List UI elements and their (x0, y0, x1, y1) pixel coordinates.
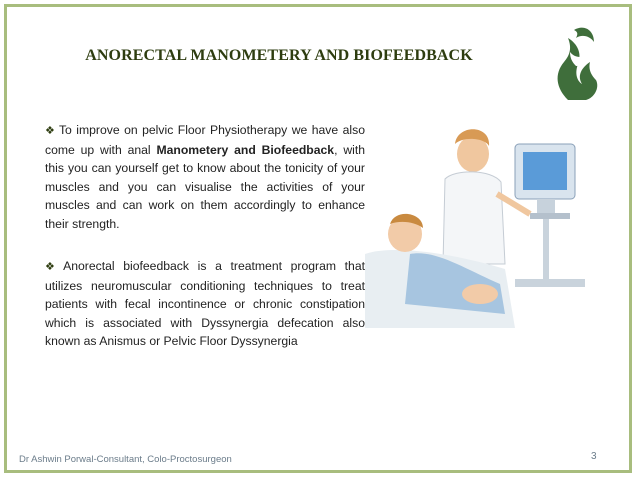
page-number: 3 (591, 451, 597, 462)
paragraph1-rest: , with this you can yourself get to know about the tonicity of your muscles and you can visualise the activities of your muscles and can work on them accordingly to enhance their strength. (45, 142, 365, 231)
footer-credit: Dr Ashwin Porwal-Consultant, Colo-Proctosurgeon (19, 454, 232, 465)
paragraph-pelvic-floor (45, 121, 365, 234)
doctor-patient-illustration (365, 104, 608, 328)
paragraph-biofeedback (45, 257, 365, 351)
paragraph1-intro: To improve on pelvic Floor Physiotherapy we have also come up with anal (45, 123, 365, 157)
flame-logo-icon (548, 22, 606, 102)
slide-title: ANORECTAL MANOMETERY AND BIOFEEDBACK (85, 47, 473, 64)
diamond-bullet-icon: ❖ (45, 125, 56, 137)
diamond-bullet-icon: ❖ (45, 261, 61, 273)
paragraph1-bold: Manometery and Biofeedback (156, 142, 335, 157)
paragraph2-text: Anorectal biofeedback is a treatment program that utilizes neuromuscular conditioning techniques to treat patients with fecal incontinence or chronic constipation which is associated with Dyssynergia defecation also known as Anismus or Pelvic Floor Dyssynergia (45, 259, 365, 349)
